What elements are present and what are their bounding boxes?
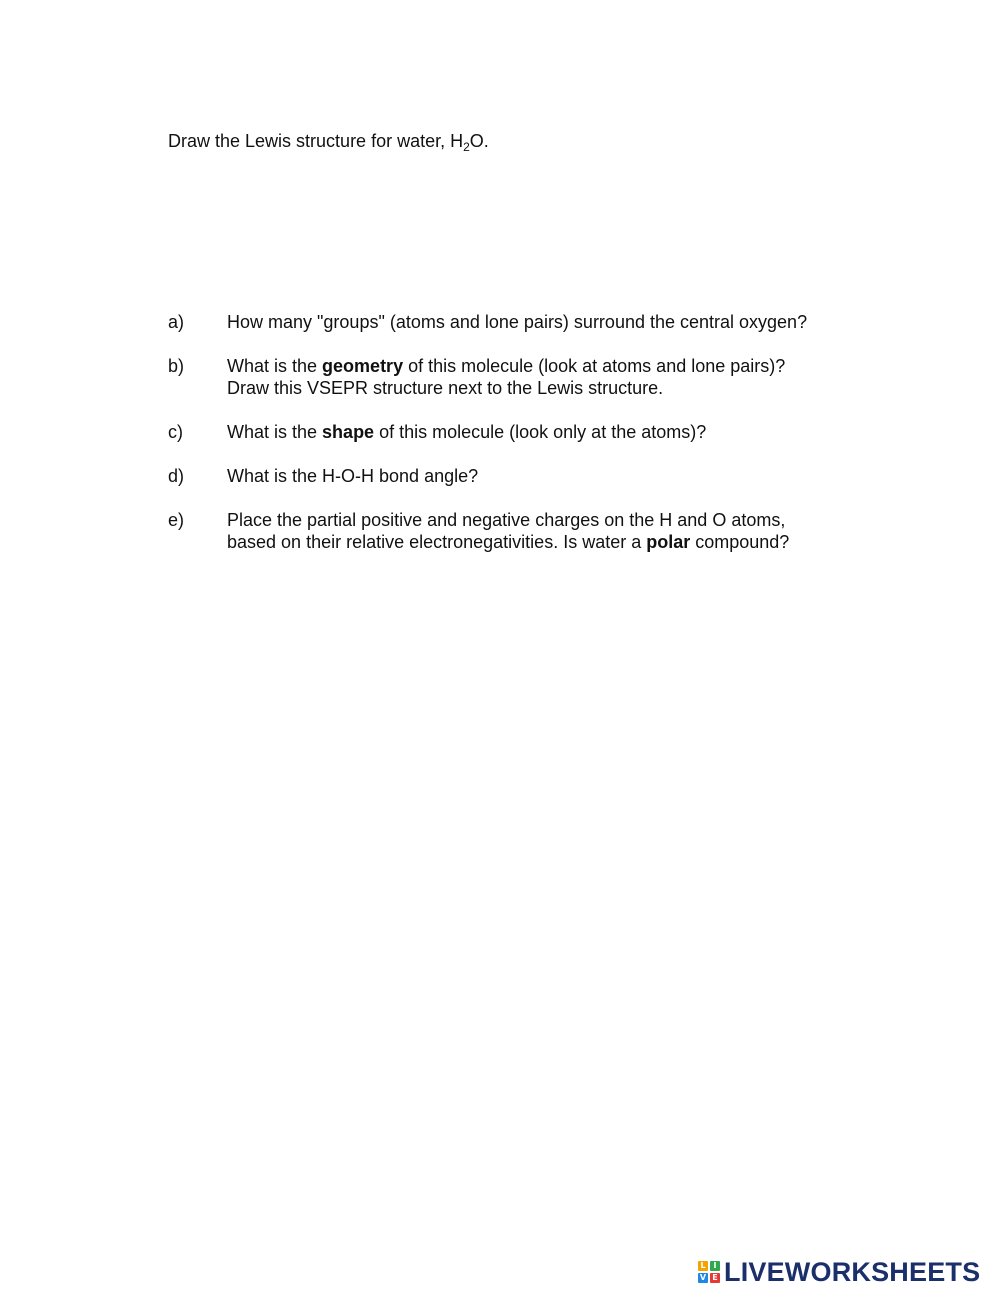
question-item [168,509,828,553]
question-text [227,465,828,487]
question-label: a) [168,312,185,332]
question-text-run: What is the H-O-H bond angle? [227,466,479,486]
question-text-run: How many "groups" (atoms and lone pairs) surround the central oxygen? [227,312,808,332]
intro-prefix: Draw the Lewis structure for water, H [168,131,464,151]
question-text-run: What is the [227,356,323,376]
logo-blocks-icon [698,1261,720,1283]
question-item [168,355,828,399]
question-emphasis: geometry [322,356,404,376]
question-label: c) [168,422,183,442]
logo-block: V [699,1273,707,1282]
logo-text: LIVEWORKSHEETS [724,1257,981,1287]
question-text [227,311,828,333]
question-text [227,421,828,443]
logo-block: E [710,1273,720,1283]
question-text-run: of this molecule (look only at the atoms)? [374,422,707,442]
intro-instruction [168,130,489,152]
liveworksheets-logo [698,1257,980,1287]
intro-subscript: 2 [463,140,470,154]
logo-block: I [710,1261,720,1271]
question-text-run: What is the [227,422,323,442]
question-item [168,465,828,487]
question-label: b) [168,356,185,376]
intro-suffix: O. [469,131,489,151]
question-text [227,355,828,399]
question-item [168,421,828,443]
question-text-run: compound? [690,532,790,552]
question-list [168,311,828,575]
question-emphasis: polar [646,532,691,552]
question-emphasis: shape [322,422,375,442]
question-text-run: Place the partial positive and negative charges on the H and O atoms, based on their relative electronegativities. Is water a [227,510,786,552]
question-label: e) [168,510,185,530]
logo-block: L [698,1261,708,1271]
question-text-run: of this molecule (look at atoms and lone pairs)? Draw this VSEPR structure next to the Lewis structure. [227,356,786,398]
question-label: d) [168,466,185,486]
question-text [227,509,828,553]
question-item [168,311,828,333]
